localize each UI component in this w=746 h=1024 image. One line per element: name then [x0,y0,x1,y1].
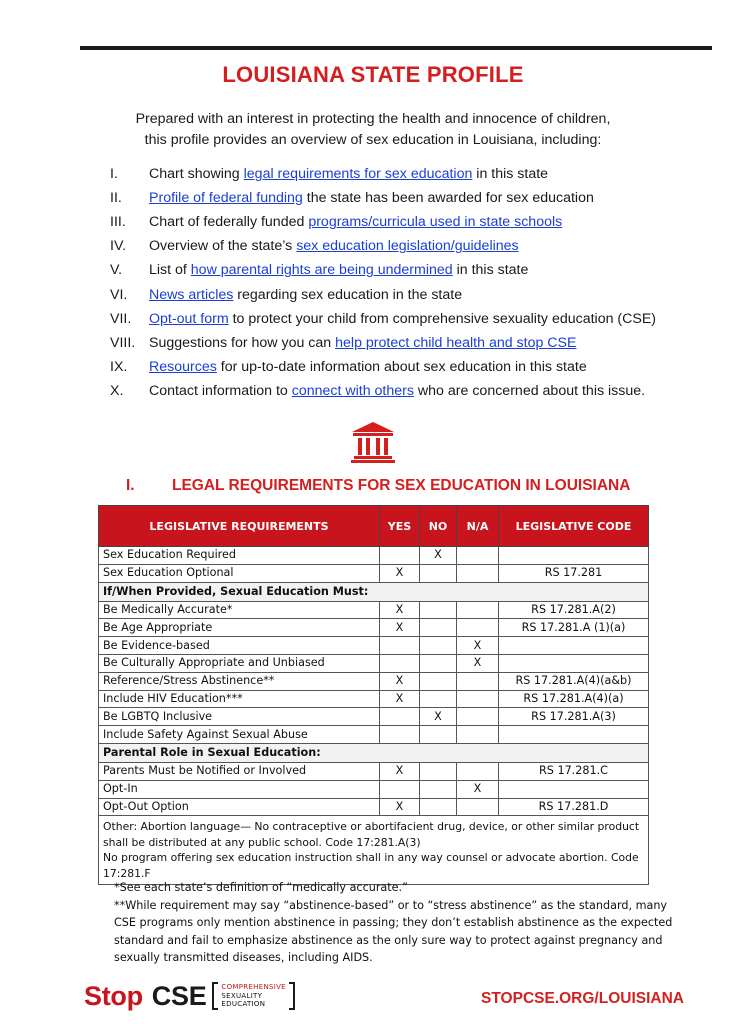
toc-text-before: Chart of federally funded [149,214,309,231]
page-title: LOUISIANA STATE PROFILE [222,62,524,87]
cell-code: RS 17.281.C [499,762,649,780]
table-row [99,654,649,672]
logo-sub-line-2: SEXUALITY [221,991,263,1000]
cell-code: RS 17.281.A(2) [499,601,649,619]
header-na: N/A [457,506,499,547]
toc-link-legal-requirements[interactable]: legal requirements for sex education [243,166,473,183]
logo-cse: CSE [151,980,207,1011]
row-label: Be Evidence-based [99,637,380,655]
footer-url[interactable]: STOPCSE.ORG/LOUISIANA [481,990,684,1007]
table-row [99,619,649,637]
table-header-row [99,506,649,547]
cell-no: X [420,708,457,726]
cell-na [457,672,499,690]
toc-number: IX. [110,358,128,375]
section-label-parental: Parental Role in Sexual Education: [99,743,649,762]
intro-line-2: this profile provides an overview of sex education in Louisiana, including: [144,132,602,148]
row-label: Be Medically Accurate* [99,601,380,619]
other-line-1: Other: Abortion language— No contraceptive or abortifacient drug, device, or other similar product shall be distributed at any public school. Code 17:281.A(3) [103,820,640,849]
toc-text-after: the state has been awarded for sex education [302,190,594,207]
toc-link-federal-funding[interactable]: Profile of federal funding [149,190,303,207]
cell-code [499,780,649,798]
row-label: Sex Education Optional [99,564,380,582]
table-row [99,672,649,690]
footnote-medically-accurate: *See each state’s definition of “medically accurate.” [114,881,408,894]
toc-item [110,331,710,355]
toc-number: I. [110,166,118,183]
footnote-abstinence: **While requirement may say “abstinence-based” or to “stress abstinence” as the standard, many CSE programs only mention abstinence in passing; they don’t establish abstinence as the expected standard and fail to emphasize abstinence as the only sure way to protect against pregnancy and sexually transmitted diseases, including AIDS. [114,898,673,965]
logo-bracket-box [212,982,295,1010]
cell-na [457,798,499,816]
toc-text-after: regarding sex education in the state [233,286,463,303]
cell-no [420,798,457,816]
cell-na [457,619,499,637]
toc-number: X. [110,382,124,399]
header-yes: YES [380,506,420,547]
toc-number: VIII. [110,334,136,351]
row-label: Include Safety Against Sexual Abuse [99,726,380,744]
table-section-row [99,582,649,601]
toc-item [110,234,710,258]
cell-code: RS 17.281.D [499,798,649,816]
section-label-provided: If/When Provided, Sexual Education Must: [99,582,649,601]
header-code: LEGISLATIVE CODE [499,506,649,547]
cell-yes: X [380,798,420,816]
cell-code [499,654,649,672]
toc-number: VII. [110,310,132,327]
cell-na: X [457,654,499,672]
toc-text-after: in this state [472,166,549,183]
row-label: Include HIV Education*** [99,690,380,708]
row-label: Opt-In [99,780,380,798]
footnotes [114,879,674,967]
cell-na [457,690,499,708]
cell-yes: X [380,601,420,619]
toc-text-before: Overview of the state’s [149,238,297,255]
toc-number: VI. [110,286,128,303]
toc-item [110,162,710,186]
cell-yes [380,708,420,726]
cell-yes [380,654,420,672]
cell-na [457,726,499,744]
toc-text-after: who are concerned about this issue. [413,382,646,399]
row-label: Be Culturally Appropriate and Unbiased [99,654,380,672]
toc-link-news-articles[interactable]: News articles [149,286,234,303]
cell-no [420,780,457,798]
section-title: LEGAL REQUIREMENTS FOR SEX EDUCATION IN LOUISIANA [172,477,631,494]
cell-no [420,690,457,708]
table-other-row [99,816,649,885]
table-row [99,780,649,798]
row-label: Parents Must be Notified or Involved [99,762,380,780]
cell-no [420,654,457,672]
cell-na: X [457,780,499,798]
logo-sub-line-3: EDUCATION [221,1000,266,1009]
cell-yes [380,780,420,798]
intro-text [60,109,686,151]
cell-code [499,637,649,655]
cell-yes: X [380,564,420,582]
cell-no [420,726,457,744]
row-label: Opt-Out Option [99,798,380,816]
cell-yes [380,547,420,565]
cell-yes [380,637,420,655]
toc-item [110,307,710,331]
table-row [99,798,649,816]
toc-link-connect-with-others[interactable]: connect with others [291,382,414,399]
top-rule [80,46,712,50]
toc-link-programs-curricula[interactable]: programs/curricula used in state schools [308,214,563,231]
cell-code: RS 17.281.A(3) [499,708,649,726]
toc-item [110,282,710,306]
logo-subtitle [218,982,289,1010]
cell-yes: X [380,672,420,690]
cell-no [420,762,457,780]
cell-yes: X [380,619,420,637]
logo-bracket-right [289,982,295,1010]
cell-code: RS 17.281.A(4)(a) [499,690,649,708]
toc-text-before: Chart showing [149,166,244,183]
cell-code [499,547,649,565]
other-abortion-language [99,816,649,885]
stopcse-logo [84,981,295,1011]
capitol-building-icon [349,420,397,464]
cell-na [457,601,499,619]
toc-item [110,186,710,210]
logo-stop: Stop [84,980,143,1011]
row-label: Reference/Stress Abstinence** [99,672,380,690]
logo-sub-line-1: COMPREHENSIVE [221,983,286,992]
toc-text-after: to protect your child from comprehensive sexuality education (CSE) [228,310,657,327]
toc-number: III. [110,214,126,231]
cell-na [457,708,499,726]
table-row [99,564,649,582]
table-row [99,547,649,565]
toc-number: V. [110,262,123,279]
header-no: NO [420,506,457,547]
toc-item [110,355,710,379]
row-label: Be LGBTQ Inclusive [99,708,380,726]
legal-requirements-table [98,505,649,885]
cell-na [457,564,499,582]
cell-code: RS 17.281.A(4)(a&b) [499,672,649,690]
toc-text-before: List of [149,262,191,279]
cell-code: RS 17.281 [499,564,649,582]
table-of-contents [110,162,710,403]
header-requirements: LEGISLATIVE REQUIREMENTS [99,506,380,547]
cell-no [420,601,457,619]
toc-item [110,258,710,282]
toc-link-legislation-guidelines[interactable]: sex education legislation/guidelines [296,238,519,255]
cell-na [457,547,499,565]
cell-no: X [420,547,457,565]
table-row [99,637,649,655]
cell-no [420,564,457,582]
cell-code: RS 17.281.A (1)(a) [499,619,649,637]
section-heading [126,477,630,495]
cell-code [499,726,649,744]
toc-link-opt-out-form[interactable]: Opt-out form [149,310,229,327]
table-row [99,690,649,708]
row-label: Be Age Appropriate [99,619,380,637]
cell-yes [380,726,420,744]
other-line-2: No program offering sex education instruction shall in any way counsel or advocate abortion. Code 17:281.F [103,851,639,880]
cell-no [420,619,457,637]
cell-yes: X [380,762,420,780]
toc-link-parental-rights[interactable]: how parental rights are being undermined [190,262,453,279]
table-row [99,601,649,619]
cell-no [420,672,457,690]
intro-line-1: Prepared with an interest in protecting the health and innocence of children, [135,111,611,127]
row-label: Sex Education Required [99,547,380,565]
toc-text-before: Contact information to [149,382,292,399]
toc-link-resources[interactable]: Resources [149,358,217,375]
table-section-row [99,743,649,762]
toc-text-before: Suggestions for how you can [149,334,336,351]
cell-yes: X [380,690,420,708]
toc-text-after: in this state [452,262,529,279]
toc-item [110,210,710,234]
cell-na [457,762,499,780]
cell-na: X [457,637,499,655]
toc-number: II. [110,190,122,207]
toc-number: IV. [110,238,127,255]
toc-text-after: for up-to-date information about sex education in this state [216,358,587,375]
cell-no [420,637,457,655]
table-row [99,726,649,744]
table-row [99,708,649,726]
toc-item [110,379,710,403]
table-row [99,762,649,780]
toc-link-help-stop-cse[interactable]: help protect child health and stop CSE [335,334,577,351]
section-number: I. [126,477,135,494]
